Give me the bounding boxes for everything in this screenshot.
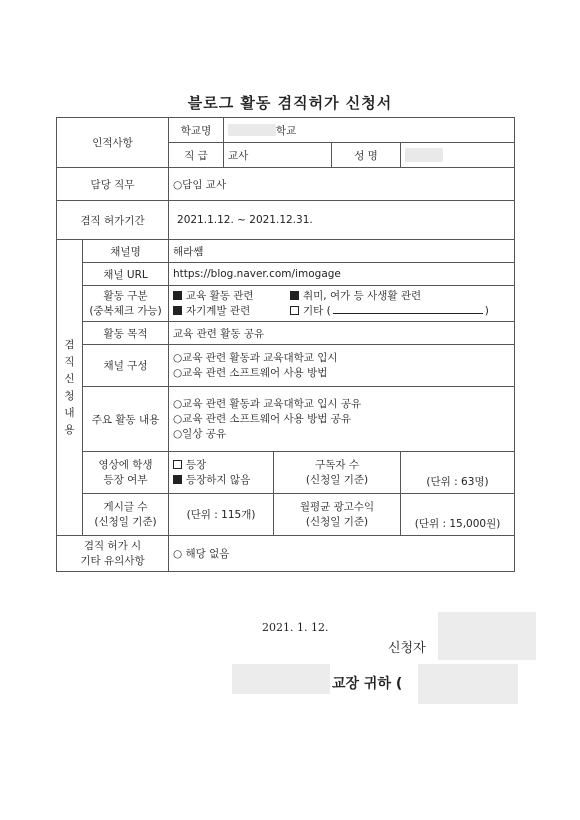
position-label: 직 급 [169, 143, 224, 168]
posts-value: (단위 : 115개) [169, 494, 274, 536]
purpose-value: 교육 관련 활동 공유 [169, 322, 515, 345]
name-label: 성 명 [332, 143, 401, 168]
subscribers-label: 구독자 수 (신청일 기준) [274, 452, 401, 494]
category-label: 활동 구분 (중복체크 가능) [83, 286, 169, 322]
ad-revenue-value-top [401, 494, 515, 512]
redacted-applicant-name [438, 612, 536, 660]
application-content-label: 겸 직 신 청 내 용 [57, 240, 83, 536]
student-appearance-label: 영상에 학생 등장 여부 [83, 452, 169, 494]
duty-value: ○담임 교사 [169, 168, 515, 201]
posts-label: 게시글 수 (신청일 기준) [83, 494, 169, 536]
subscribers-value-top [401, 452, 515, 470]
checkbox-self-dev[interactable] [173, 306, 182, 315]
activity-item: ○교육 관련 소프트웨어 사용 방법 공유 [173, 412, 352, 425]
channel-url-value: https://blog.naver.com/imogage [169, 263, 515, 286]
personal-info-label: 인적사항 [57, 118, 169, 168]
category-hobby: 취미, 여가 등 사생활 관련 [290, 289, 421, 304]
other-blank-line[interactable] [333, 304, 483, 314]
composition-value [169, 345, 515, 387]
checkbox-education[interactable] [173, 291, 182, 300]
subscribers-value: (단위 : 63명) [401, 470, 515, 494]
activity-item: ○일상 공유 [173, 427, 227, 440]
checkbox-student-not-appear[interactable] [173, 475, 182, 484]
channel-name-value: 해라쌤 [169, 240, 515, 263]
school-suffix: 학교 [276, 124, 297, 137]
checkbox-hobby[interactable] [290, 291, 299, 300]
principal-address: 교장 귀하 ( [332, 676, 403, 692]
main-activity-value [169, 387, 515, 452]
application-form-table [56, 117, 515, 572]
period-value: 2021.1.12. ~ 2021.12.31. [169, 201, 515, 240]
duty-label: 담당 직무 [57, 168, 169, 201]
option-not-appear: 등장하지 않음 [173, 473, 269, 488]
notes-label: 겸직 허가 시 기타 유의사항 [57, 536, 169, 572]
period-label: 겸직 허가기간 [57, 201, 169, 240]
redacted-name [405, 148, 443, 162]
channel-name-label: 채널명 [83, 240, 169, 263]
category-education: 교육 활동 관련 [173, 289, 290, 304]
category-options [169, 286, 515, 322]
option-appear: 등장 [173, 458, 269, 473]
checkbox-student-appear[interactable] [173, 460, 182, 469]
position-value: 교사 [224, 143, 332, 168]
ad-revenue-value: (단위 : 15,000원) [401, 512, 515, 536]
ad-revenue-label: 월평균 광고수익 (신청일 기준) [274, 494, 401, 536]
school-label: 학교명 [169, 118, 224, 143]
redacted-school [232, 664, 330, 694]
purpose-label: 활동 목적 [83, 322, 169, 345]
category-self-dev: 자기계발 관련 [173, 304, 290, 319]
application-date: 2021. 1. 12. [262, 621, 329, 634]
notes-value: ○ 해당 없음 [169, 536, 515, 572]
activity-item: ○교육 관련 활동과 교육대학교 입시 공유 [173, 397, 362, 410]
school-value [224, 118, 515, 143]
composition-item: ○교육 관련 소프트웨어 사용 방법 [173, 366, 328, 379]
name-value [401, 143, 515, 168]
applicant-label: 신청자 [388, 641, 426, 656]
redacted-school-name [228, 124, 276, 136]
channel-url-label: 채널 URL [83, 263, 169, 286]
student-appearance-options [169, 452, 274, 494]
checkbox-other[interactable] [290, 306, 299, 315]
composition-label: 채널 구성 [83, 345, 169, 387]
main-activity-label: 주요 활동 내용 [83, 387, 169, 452]
redacted-signature [418, 664, 518, 704]
composition-item: ○교육 관련 활동과 교육대학교 입시 [173, 351, 338, 364]
form-title: 블로그 활동 겸직허가 신청서 [187, 94, 393, 112]
category-other: 기타 ( ) [290, 304, 489, 319]
